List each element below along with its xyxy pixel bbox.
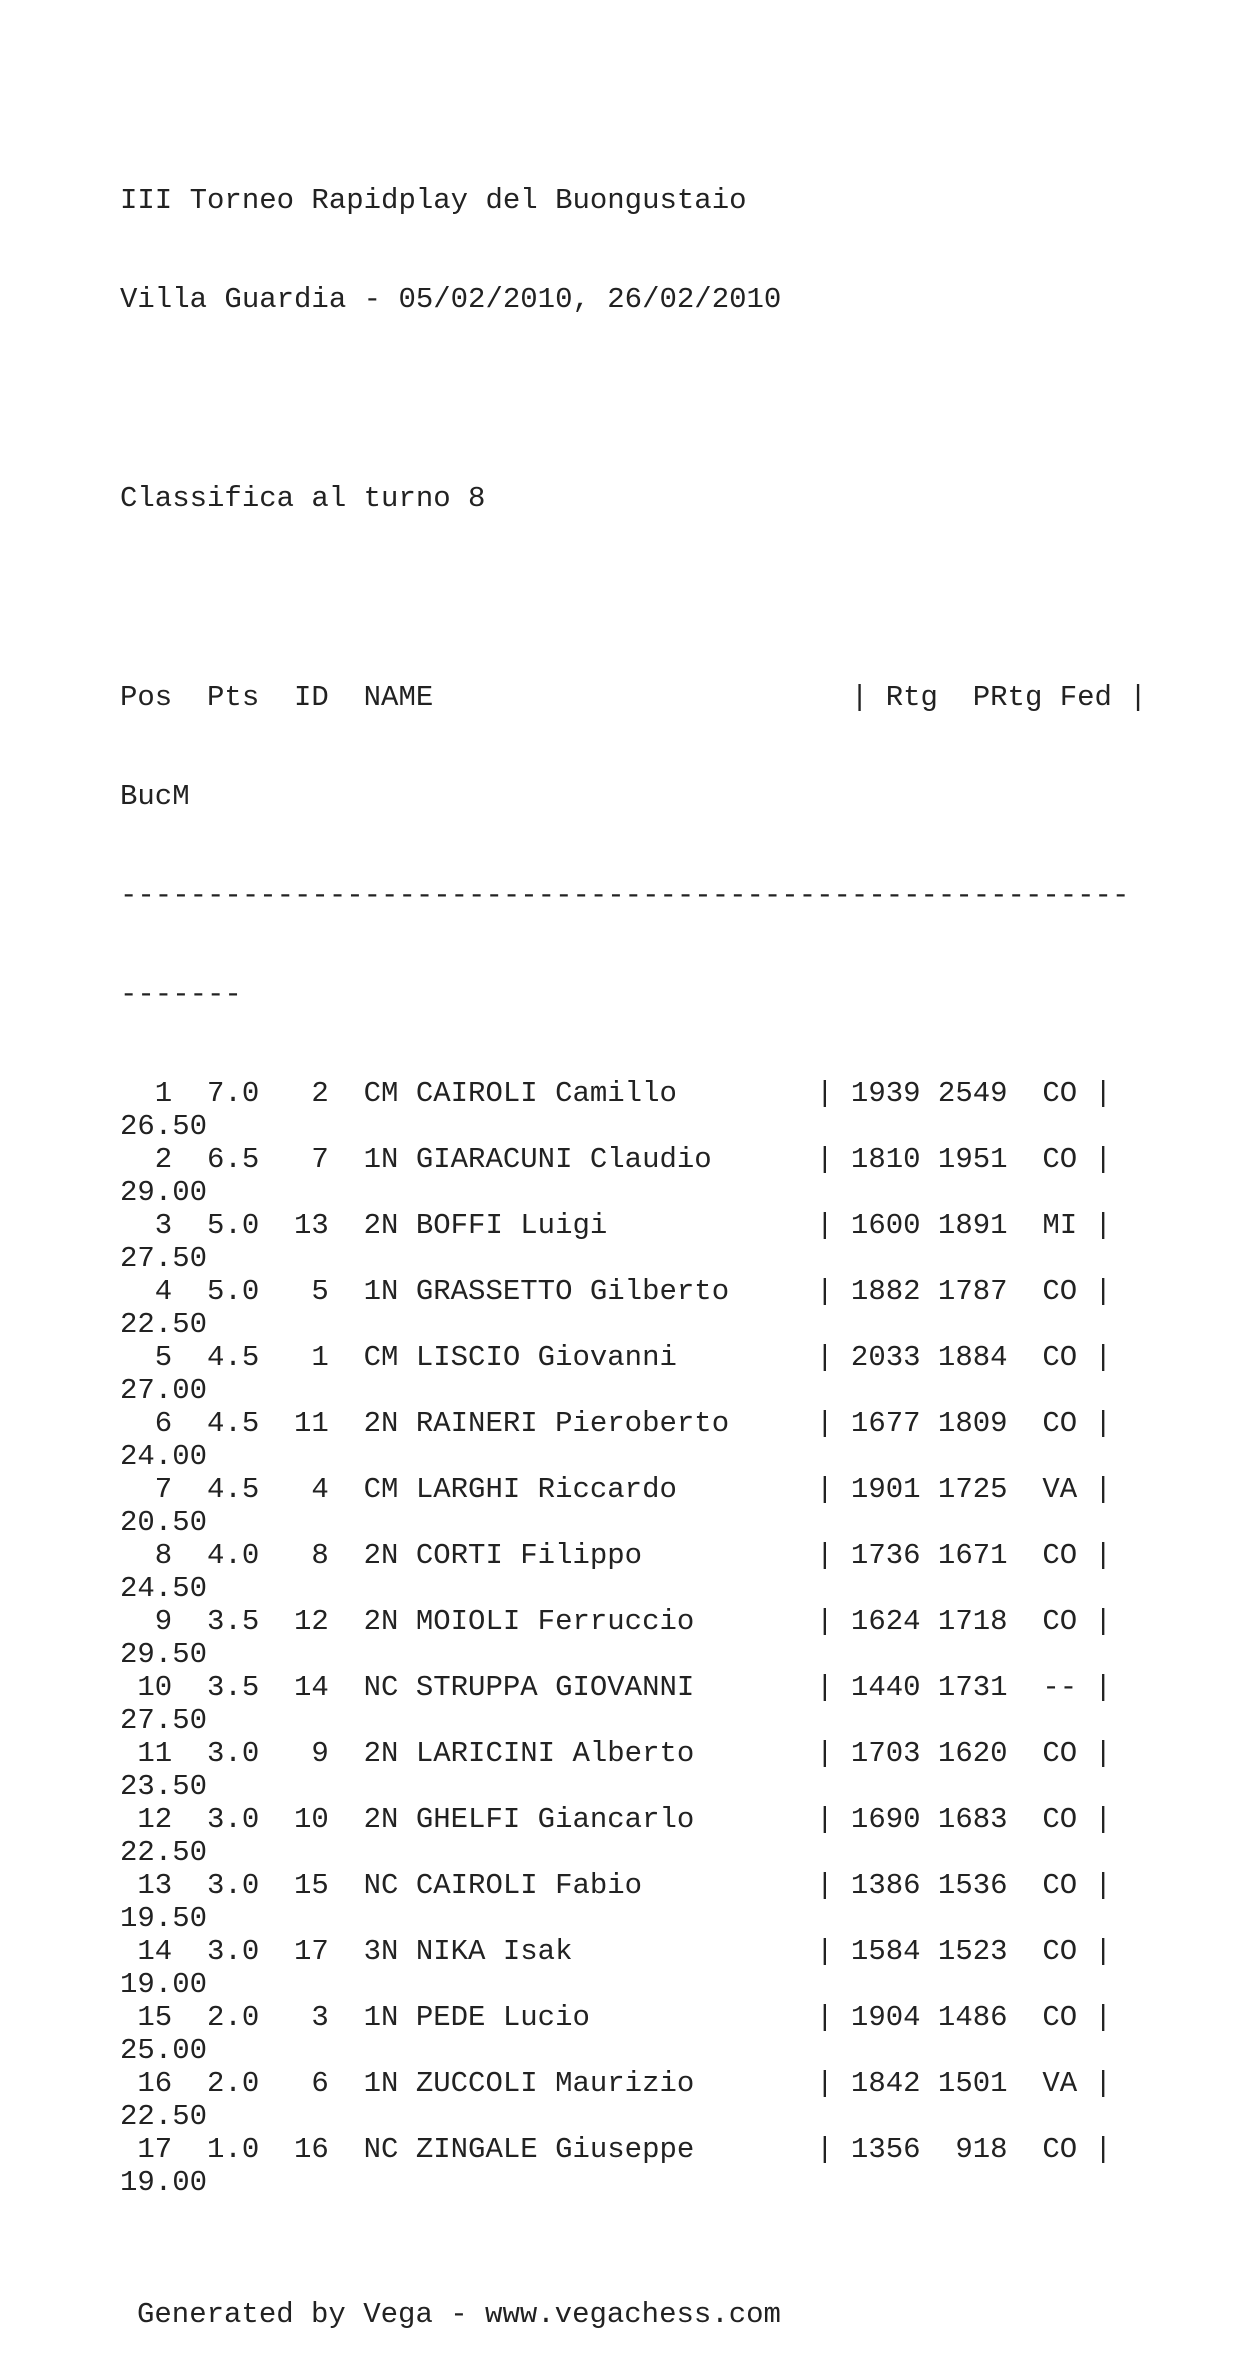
table-row: 9 3.5 12 2N MOIOLI Ferruccio | 1624 1718 CO | — [120, 1605, 1112, 1638]
table-separator-line1: ---------------------------------------------------------- — [120, 879, 1130, 912]
table-row-bucm: 27.50 — [120, 1242, 208, 1275]
table-row-bucm: 22.50 — [120, 2100, 208, 2133]
table-row-bucm: 26.50 — [120, 1110, 208, 1143]
table-row: 3 5.0 13 2N BOFFI Luigi | 1600 1891 MI | — [120, 1209, 1112, 1242]
table-row-bucm: 19.50 — [120, 1902, 208, 1935]
table-row: 8 4.0 8 2N CORTI Filippo | 1736 1671 CO | — [120, 1539, 1112, 1572]
table-row-bucm: 23.50 — [120, 1770, 208, 1803]
table-row-bucm: 27.50 — [120, 1704, 208, 1737]
table-row-bucm: 24.00 — [120, 1440, 208, 1473]
table-row: 1 7.0 2 CM CAIROLI Camillo | 1939 2549 CO | — [120, 1077, 1112, 1110]
table-row: 12 3.0 10 2N GHELFI Giancarlo | 1690 1683 CO | — [120, 1803, 1112, 1836]
table-row: 4 5.0 5 1N GRASSETTO Gilberto | 1882 1787 CO | — [120, 1275, 1112, 1308]
blank-line — [120, 581, 1147, 615]
table-row: 10 3.5 14 NC STRUPPA GIOVANNI | 1440 1731 -- | — [120, 1671, 1112, 1704]
table-row: 16 2.0 6 1N ZUCCOLI Maurizio | 1842 1501 VA | — [120, 2067, 1112, 2100]
table-row: 2 6.5 7 1N GIARACUNI Claudio | 1810 1951 CO | — [120, 1143, 1112, 1176]
standings-document — [120, 118, 1147, 2364]
table-header-line2: BucM — [120, 780, 190, 813]
standings-rows — [120, 1077, 1147, 2199]
table-header-line1: Pos Pts ID NAME | Rtg PRtg Fed | — [120, 681, 1147, 714]
table-row-bucm: 19.00 — [120, 2166, 208, 2199]
table-row-bucm: 22.50 — [120, 1308, 208, 1341]
table-row: 14 3.0 17 3N NIKA Isak | 1584 1523 CO | — [120, 1935, 1112, 1968]
table-row-bucm: 19.00 — [120, 1968, 208, 2001]
table-row-bucm: 25.00 — [120, 2034, 208, 2067]
generated-by-footer: Generated by Vega - www.vegachess.com — [137, 2298, 781, 2331]
table-row: 17 1.0 16 NC ZINGALE Giuseppe | 1356 918 CO | — [120, 2133, 1112, 2166]
tournament-venue-dates: Villa Guardia - 05/02/2010, 26/02/2010 — [120, 283, 782, 316]
blank-line — [120, 382, 1147, 416]
table-row-bucm: 20.50 — [120, 1506, 208, 1539]
table-row: 7 4.5 4 CM LARGHI Riccardo | 1901 1725 VA | — [120, 1473, 1112, 1506]
round-info: Classifica al turno 8 — [120, 482, 486, 515]
table-row: 5 4.5 1 CM LISCIO Giovanni | 2033 1884 CO | — [120, 1341, 1112, 1374]
table-row: 6 4.5 11 2N RAINERI Pieroberto | 1677 1809 CO | — [120, 1407, 1112, 1440]
table-row-bucm: 22.50 — [120, 1836, 208, 1869]
table-row: 15 2.0 3 1N PEDE Lucio | 1904 1486 CO | — [120, 2001, 1112, 2034]
table-row-bucm: 29.00 — [120, 1176, 208, 1209]
table-row-bucm: 27.00 — [120, 1374, 208, 1407]
table-separator-line2: ------- — [120, 978, 242, 1011]
table-row: 13 3.0 15 NC CAIROLI Fabio | 1386 1536 CO | — [120, 1869, 1112, 1902]
table-row-bucm: 29.50 — [120, 1638, 208, 1671]
table-row: 11 3.0 9 2N LARICINI Alberto | 1703 1620 CO | — [120, 1737, 1112, 1770]
table-row-bucm: 24.50 — [120, 1572, 208, 1605]
tournament-title: III Torneo Rapidplay del Buongustaio — [120, 184, 747, 217]
